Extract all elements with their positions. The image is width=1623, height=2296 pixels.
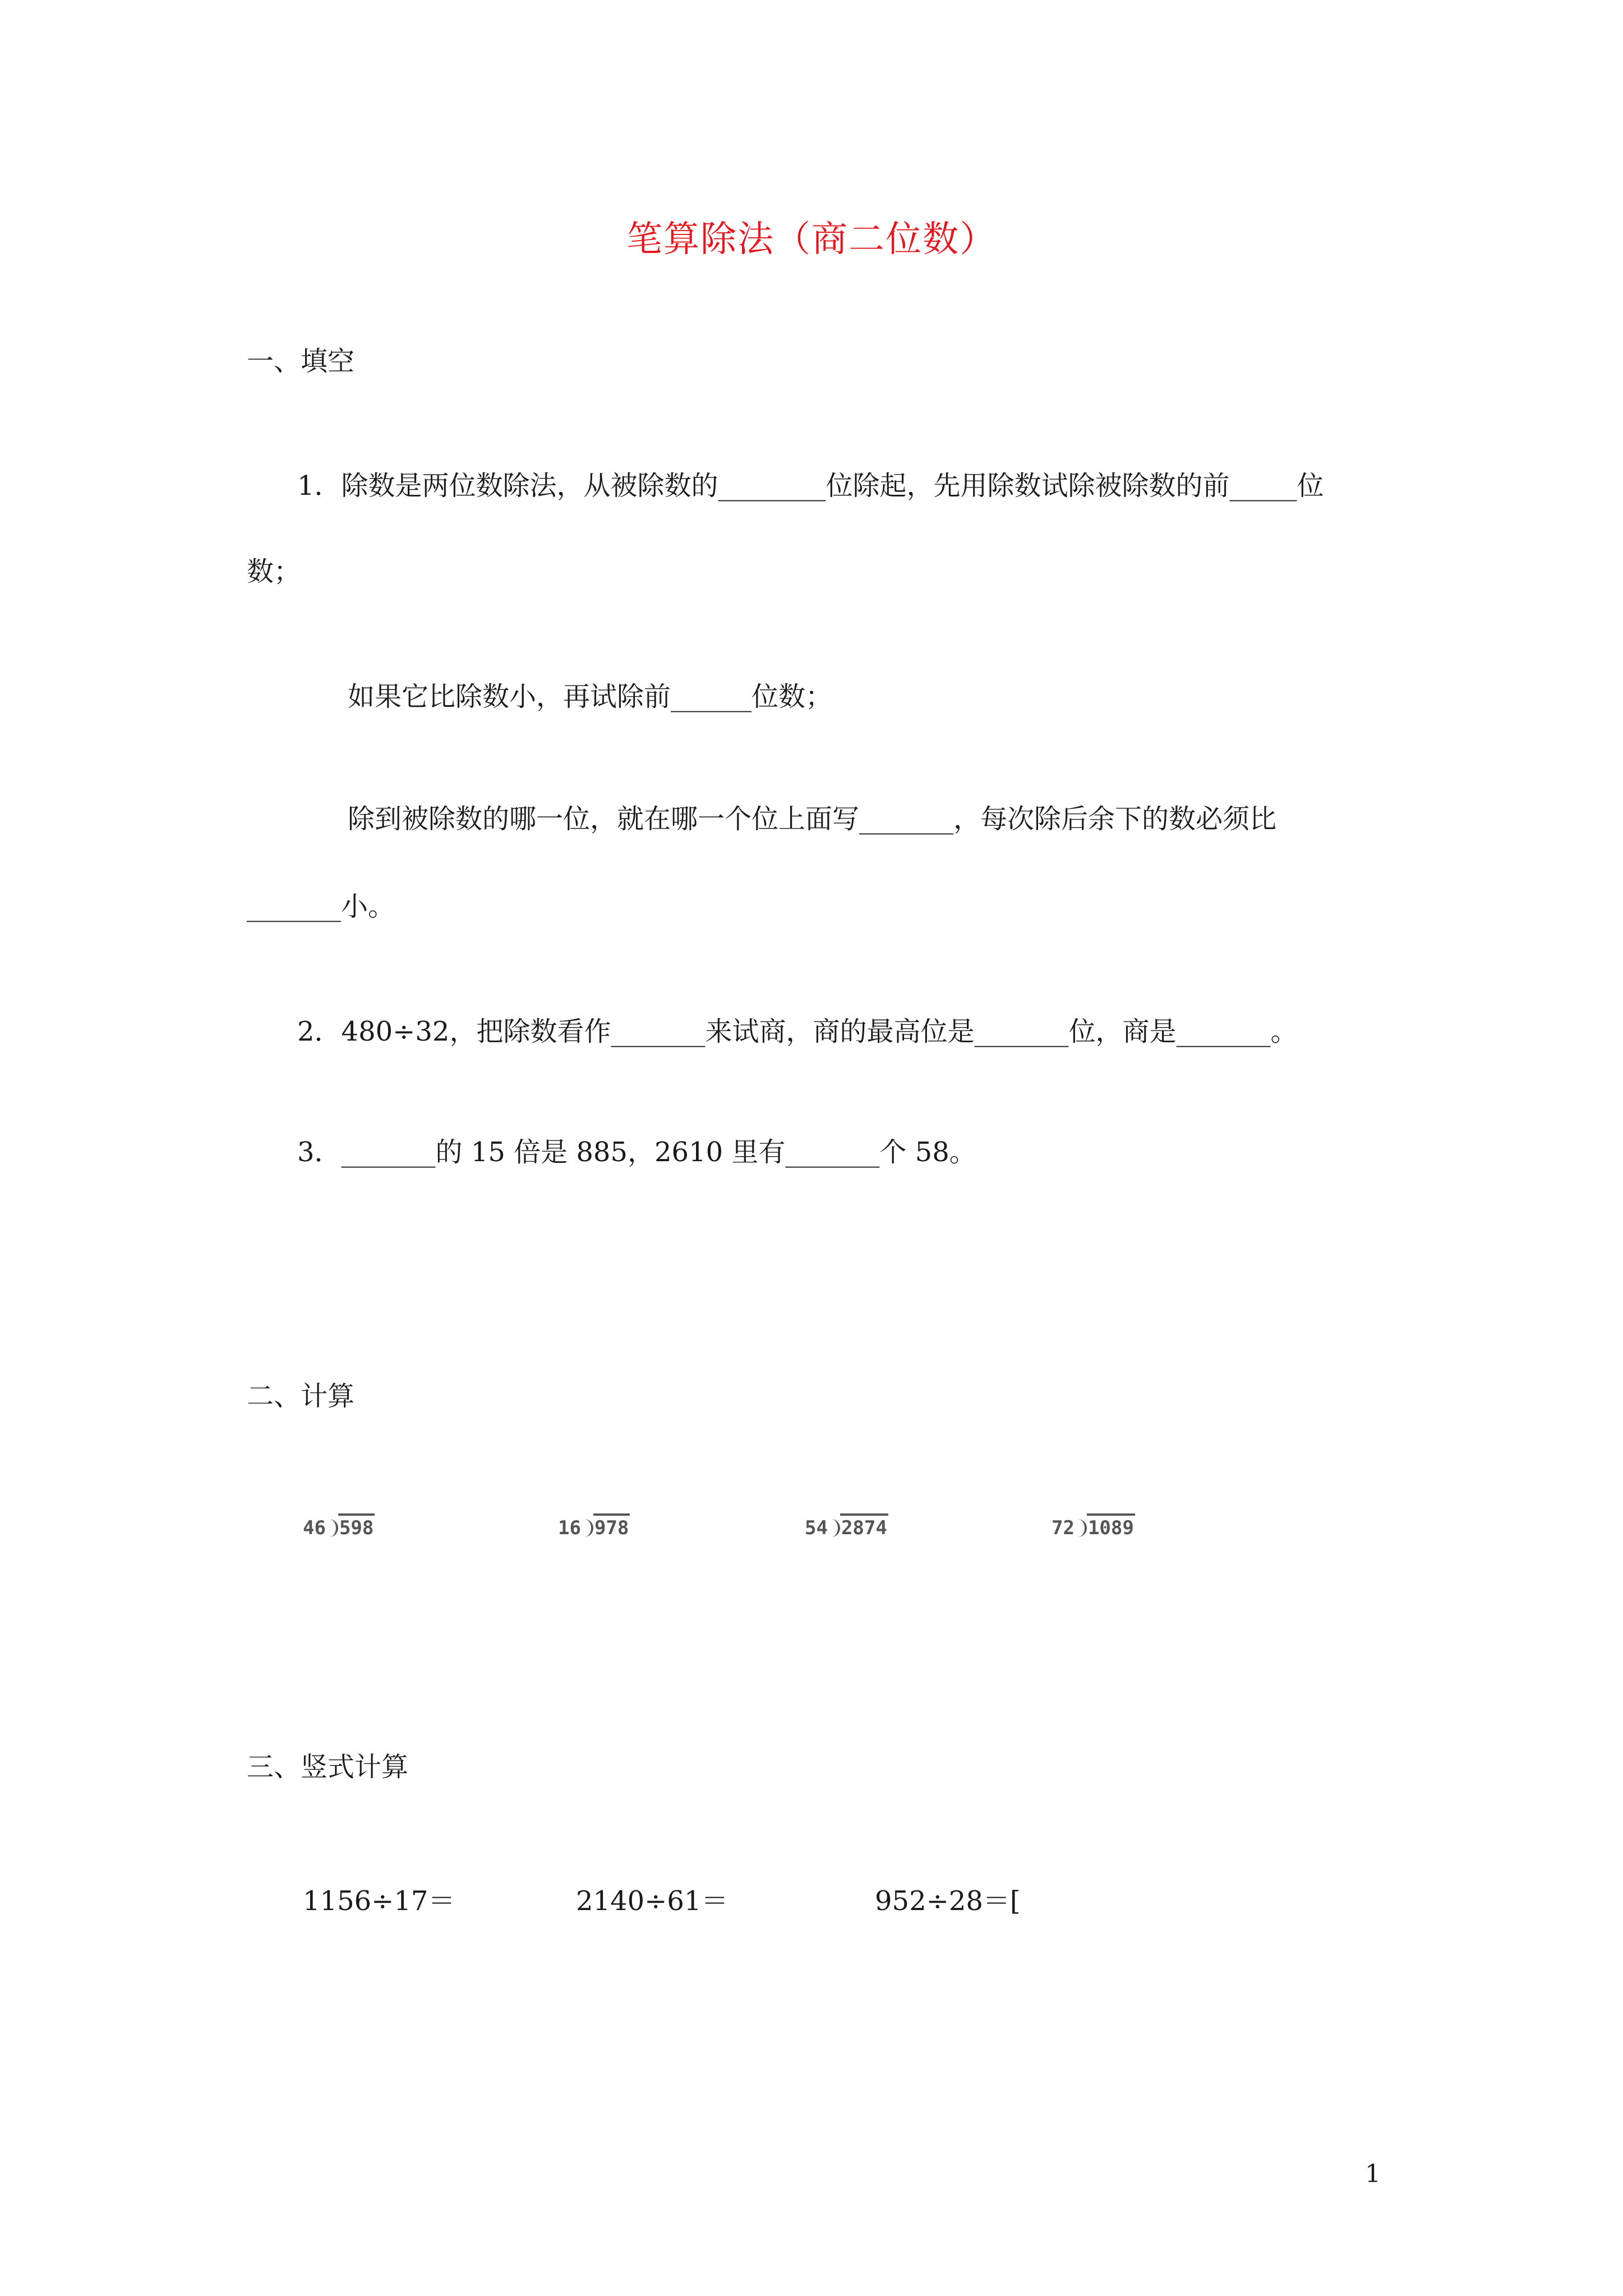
section-heading-fill-in: 一、填空 — [247, 346, 355, 377]
divisor: 72 — [1052, 1517, 1075, 1539]
division-bracket-icon — [583, 1517, 591, 1539]
page-number: 1 — [1365, 2160, 1381, 2188]
dividend: 1089 — [1087, 1513, 1135, 1539]
question-1-line-2: 数； — [247, 556, 301, 587]
section-heading-calculate: 二、计算 — [247, 1381, 355, 1412]
long-division-problem — [558, 1512, 630, 1539]
vertical-calc-problem: 2140÷61＝ — [576, 1885, 728, 1917]
division-bracket-icon — [328, 1517, 336, 1539]
long-division-problem — [1052, 1512, 1135, 1539]
question-1-line-5: _______小。 — [247, 891, 395, 922]
long-division-row — [0, 1512, 1623, 1546]
long-division-problem — [303, 1512, 375, 1539]
division-bracket-icon — [1077, 1517, 1085, 1539]
dividend: 598 — [338, 1513, 375, 1539]
vertical-calc-problem: 1156÷17＝ — [303, 1885, 455, 1917]
document-title: 笔算除法（商二位数） — [626, 219, 997, 260]
long-division-problem — [805, 1512, 888, 1539]
divisor: 46 — [303, 1517, 326, 1539]
question-1-line-4: 除到被除数的哪一位，就在哪一个位上面写_______，每次除后余下的数必须比 — [348, 803, 1277, 835]
question-1-line-3: 如果它比除数小，再试除前______位数； — [348, 681, 833, 712]
question-1-line-1: 1．除数是两位数除法，从被除数的________位除起，先用除数试除被除数的前_____位 — [297, 470, 1324, 501]
question-3: 3．_______的 15 倍是 885，2610 里有_______个 58。 — [297, 1137, 976, 1168]
divisor: 16 — [558, 1517, 581, 1539]
section-heading-vertical-calculation: 三、竖式计算 — [247, 1751, 409, 1783]
vertical-calc-problem: 952÷28＝[ — [875, 1885, 1021, 1917]
division-bracket-icon — [830, 1517, 838, 1539]
divisor: 54 — [805, 1517, 828, 1539]
dividend: 978 — [593, 1513, 630, 1539]
dividend: 2874 — [840, 1513, 888, 1539]
question-2: 2．480÷32，把除数看作_______来试商，商的最高位是_______位，商是_______。 — [297, 1016, 1298, 1047]
